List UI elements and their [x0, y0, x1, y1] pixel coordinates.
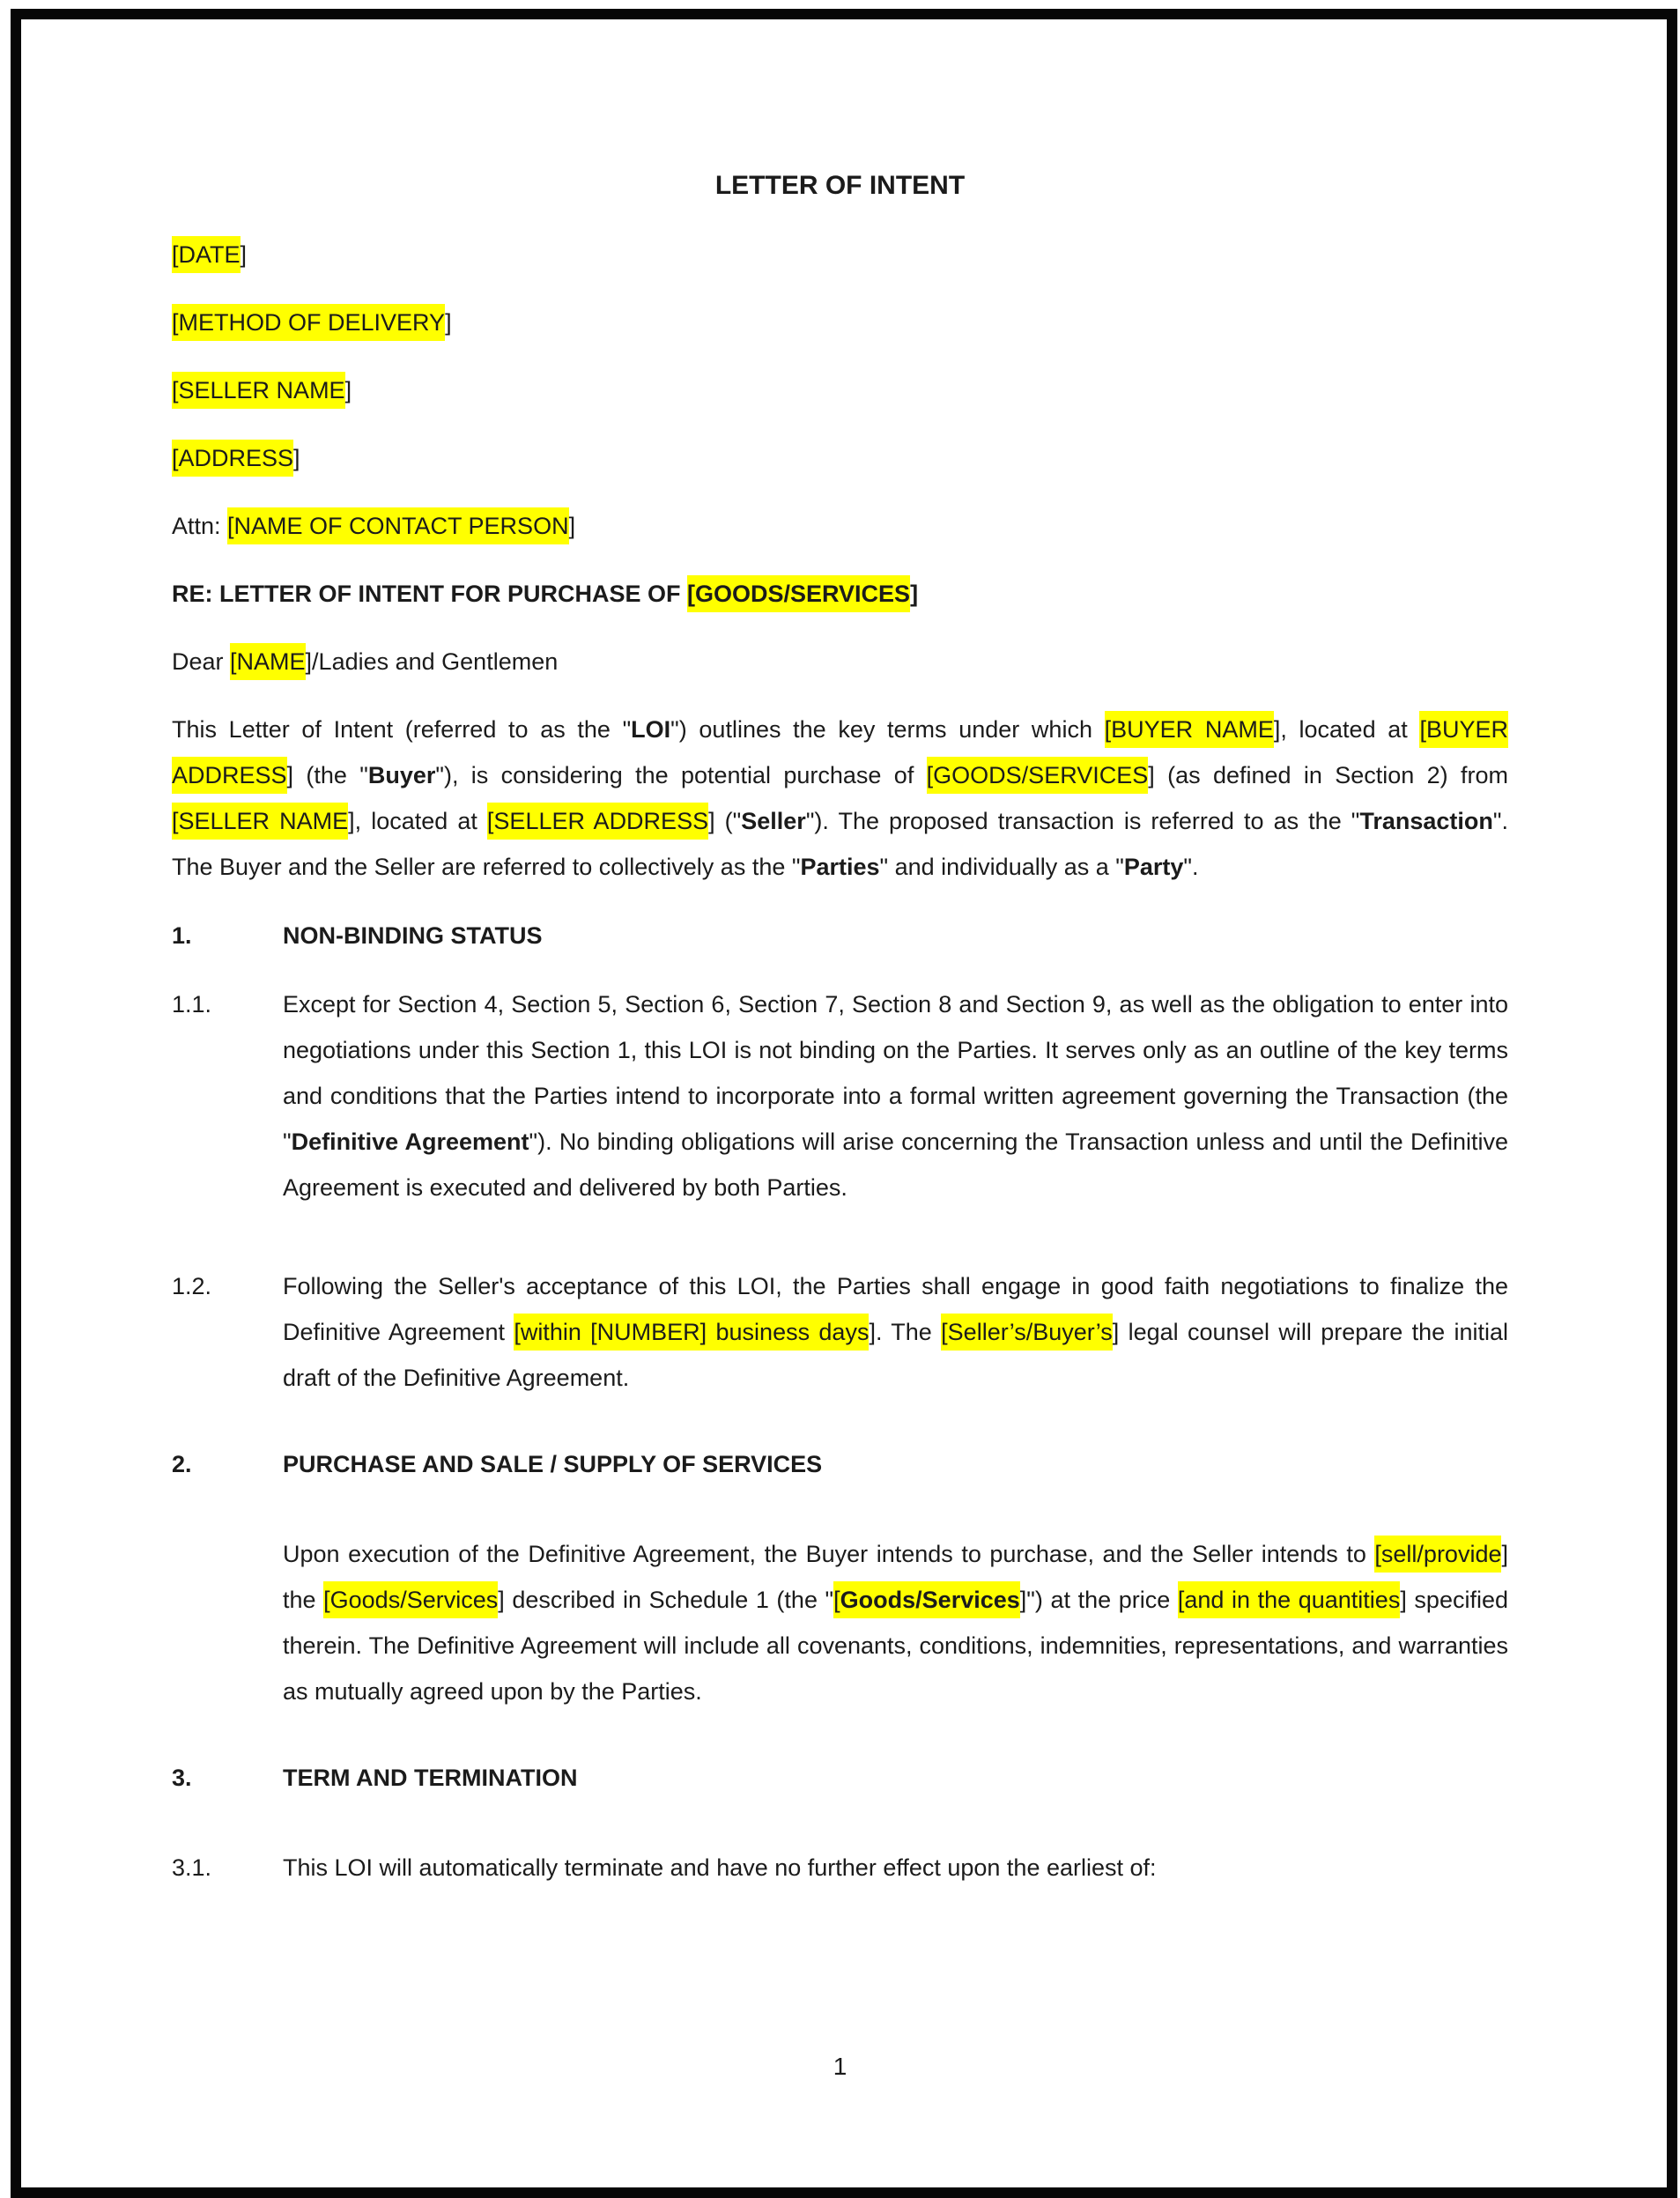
heading-number: 1. [172, 922, 192, 949]
clause-3-1 [172, 1845, 1508, 1891]
date-line: [DATE] [172, 232, 1508, 278]
heading-text: NON-BINDING STATUS [283, 922, 543, 949]
clause-number: 1.2. [172, 1273, 212, 1299]
clause-number: 3.1. [172, 1854, 212, 1881]
salutation-line: Dear [NAME]/Ladies and Gentlemen [172, 639, 1508, 685]
re-subject-line: RE: LETTER OF INTENT FOR PURCHASE OF [GOODS/SERVICES] [172, 571, 1508, 617]
heading-text: TERM AND TERMINATION [283, 1765, 578, 1791]
document-content [172, 163, 1508, 1891]
clause-1-1 [172, 981, 1508, 1210]
section-1-heading [172, 913, 1508, 958]
clause-text: This LOI will automatically terminate and have no further effect upon the earliest of: [283, 1854, 1157, 1881]
section-2-paragraph: Upon execution of the Definitive Agreement, the Buyer intends to purchase, and the Seller intends to [sell/provide] the [Goods/Services] described in Schedule 1 (the "[Goods/Services]") at the price [and in the quantities] specified therein. The Definitive Agreement will include all covenants, conditions, indemnities, representations, and warranties as mutually agreed upon by the Parties. [172, 1531, 1508, 1714]
document-title: LETTER OF INTENT [714, 171, 966, 200]
attn-line: Attn: [NAME OF CONTACT PERSON] [172, 503, 1508, 549]
clause-text: Following the Seller's acceptance of this LOI, the Parties shall engage in good faith negotiations to finalize the Definitive Agreement [within [NUMBER] business days]. The [Seller’s/Buyer’s] legal counsel will prepare the initial draft of the Definitive Agreement. [283, 1273, 1509, 1391]
delivery-method-line: [METHOD OF DELIVERY] [172, 300, 1508, 345]
clause-number: 1.1. [172, 991, 212, 1018]
heading-number: 2. [172, 1451, 192, 1477]
section-2-heading [172, 1441, 1508, 1487]
address-line: [ADDRESS] [172, 435, 1508, 481]
intro-paragraph: This Letter of Intent (referred to as the "LOI") outlines the key terms under which [BUYER NAME], located at [BUYER ADDRESS] (the "Buyer"), is considering the potential purchase of [GOODS/SERVICES] (as defined in Section 2) from [SELLER NAME], located at [SELLER ADDRESS] ("Seller"). The proposed transaction is referred to as the "Transaction". The Buyer and the Seller are referred to collectively as the "Parties" and individually as a "Party". [172, 707, 1508, 890]
page-number: 1 [833, 2053, 847, 2080]
clause-text: Except for Section 4, Section 5, Section 6, Section 7, Section 8 and Section 9, as well as the obligation to enter into negotiations under this Section 1, this LOI is not binding on the Parties. It serves only as an outline of the key terms and conditions that the Parties intend to incorporate into a formal written agreement governing the Transaction (the "Definitive Agreement"). No binding obligations will arise concerning the Transaction unless and until the Definitive Agreement is executed and delivered by both Parties. [283, 991, 1508, 1201]
heading-text: PURCHASE AND SALE / SUPPLY OF SERVICES [283, 1451, 823, 1477]
heading-number: 3. [172, 1765, 192, 1791]
seller-name-line: [SELLER NAME] [172, 367, 1508, 413]
clause-1-2 [172, 1263, 1508, 1401]
section-3-heading [172, 1755, 1508, 1801]
